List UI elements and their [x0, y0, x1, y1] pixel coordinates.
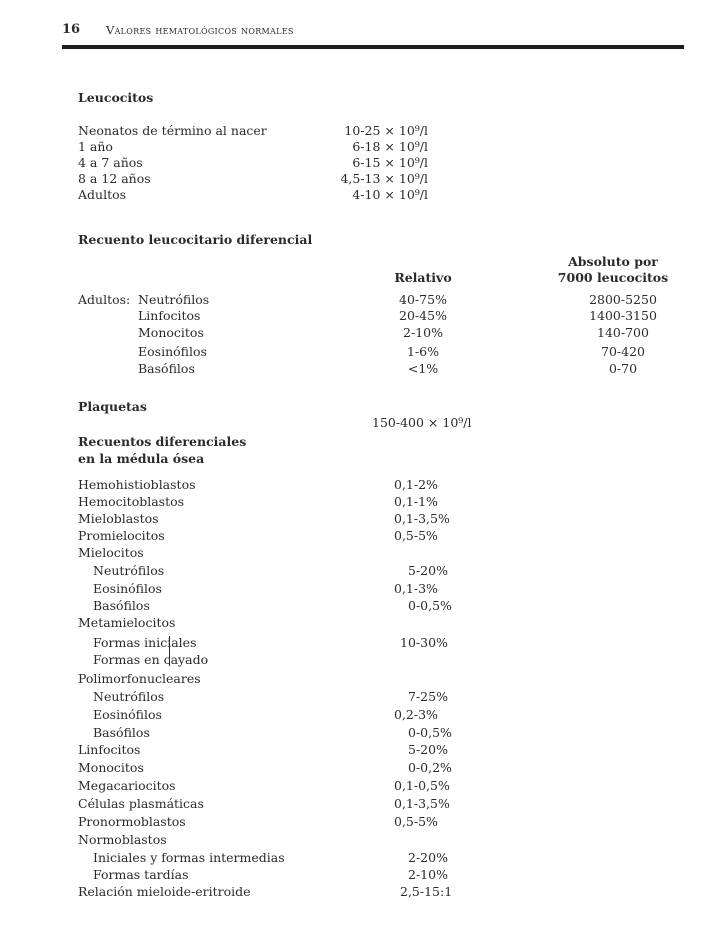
section-title-plaquetas: Plaquetas: [78, 399, 147, 414]
row-value: 0,1-3,5%: [394, 796, 450, 811]
row-relativo: 1-6%: [406, 344, 439, 359]
header-rule: [62, 45, 684, 49]
row-label: Neutrófilos: [93, 689, 165, 704]
row-absoluto: 70-420: [601, 344, 645, 359]
row-label: Promielocitos: [78, 528, 165, 543]
row-value: 0,1-1%: [394, 494, 438, 509]
row-label: Mieloblastos: [78, 511, 159, 526]
row-value: 10-25 × 10⁹/l: [344, 123, 428, 138]
row-value: 7-25%: [408, 689, 448, 704]
column-header-relativo: Relativo: [394, 270, 452, 285]
row-label: Formas tardías: [93, 867, 189, 882]
row-label: Iniciales y formas intermedias: [93, 850, 285, 865]
row-label: Basófilos: [93, 725, 150, 740]
row-label: Neonatos de término al nacer: [78, 123, 267, 138]
row-relativo: <1%: [407, 361, 439, 376]
row-value: 2-10%: [408, 867, 448, 882]
row-value: 4,5-13 × 10⁹/l: [340, 171, 428, 186]
row-label: Eosinófilos: [138, 344, 207, 359]
row-label: Monocitos: [78, 760, 144, 775]
row-absoluto: 1400-3150: [589, 308, 657, 323]
row-label: Polimorfonucleares: [78, 671, 201, 686]
row-label: Basófilos: [138, 361, 195, 376]
row-value: 0,2-3%: [394, 707, 438, 722]
row-value: 5-20%: [408, 742, 448, 757]
row-label: Pronormoblastos: [78, 814, 186, 829]
row-label: Eosinófilos: [93, 707, 162, 722]
row-value: 5-20%: [408, 563, 448, 578]
row-value: 6-18 × 10⁹/l: [352, 139, 428, 154]
row-label: 4 a 7 años: [78, 155, 143, 170]
section-title-medula-2: en la médula ósea: [78, 451, 205, 466]
row-value: 0-0,5%: [408, 725, 452, 740]
row-label: Metamielocitos: [78, 615, 176, 630]
row-label: Eosinófilos: [93, 581, 162, 596]
section-title-leucocitos: Leucocitos: [78, 90, 154, 105]
row-label: Basófilos: [93, 598, 150, 613]
row-label: Neutrófilos: [138, 292, 210, 307]
row-value: 0,5-5%: [394, 528, 438, 543]
row-label: Formas en cayado: [93, 652, 209, 667]
row-relativo: 40-75%: [399, 292, 447, 307]
column-header-absoluto-1: Absoluto por: [568, 254, 658, 269]
row-label: Adultos: [78, 187, 127, 202]
plaquetas-value: 150-400 × 10⁹/l: [372, 415, 472, 430]
row-relativo: 2-10%: [403, 325, 443, 340]
row-absoluto: 0-70: [608, 361, 638, 376]
page-number: 16: [62, 22, 81, 37]
row-value: 10-30%: [400, 635, 448, 650]
row-value: 4-10 × 10⁹/l: [352, 187, 428, 202]
section-title-medula-1: Recuentos diferenciales: [78, 434, 247, 449]
row-label: Linfocitos: [138, 308, 201, 323]
row-value: 2-20%: [408, 850, 448, 865]
row-label: 1 año: [78, 139, 113, 154]
column-header-absoluto-2: 7000 leucocitos: [557, 270, 669, 285]
row-value: 6-15 × 10⁹/l: [352, 155, 428, 170]
row-absoluto: 2800-5250: [589, 292, 657, 307]
row-value: 2,5-15:1: [400, 884, 453, 899]
row-label: Relación mieloide-eritroide: [78, 884, 251, 899]
running-title: Valores hematológicos normales: [106, 23, 294, 37]
row-prefix: Adultos:: [78, 292, 131, 307]
row-value: 0,1-0,5%: [394, 778, 450, 793]
row-value: 0,1-2%: [394, 477, 438, 492]
grouping-brace: [169, 636, 174, 666]
row-absoluto: 140-700: [597, 325, 649, 340]
row-label: Linfocitos: [78, 742, 141, 757]
section-title-recuento: Recuento leucocitario diferencial: [78, 232, 313, 247]
row-label: Hemocitoblastos: [78, 494, 185, 509]
row-label: Hemohistioblastos: [78, 477, 196, 492]
row-value: 0,1-3%: [394, 581, 438, 596]
row-label: Células plasmáticas: [78, 796, 204, 811]
row-label: Mielocitos: [78, 545, 144, 560]
row-value: 0,1-3,5%: [394, 511, 450, 526]
row-label: Megacariocitos: [78, 778, 176, 793]
row-label: Monocitos: [138, 325, 204, 340]
row-relativo: 20-45%: [399, 308, 447, 323]
row-label: Neutrófilos: [93, 563, 165, 578]
page-header: [62, 22, 684, 42]
row-value: 0,5-5%: [394, 814, 438, 829]
row-label: 8 a 12 años: [78, 171, 151, 186]
row-label: Formas iniciales: [93, 635, 197, 650]
row-value: 0-0,2%: [408, 760, 452, 775]
row-label: Normoblastos: [78, 832, 167, 847]
row-value: 0-0,5%: [408, 598, 452, 613]
